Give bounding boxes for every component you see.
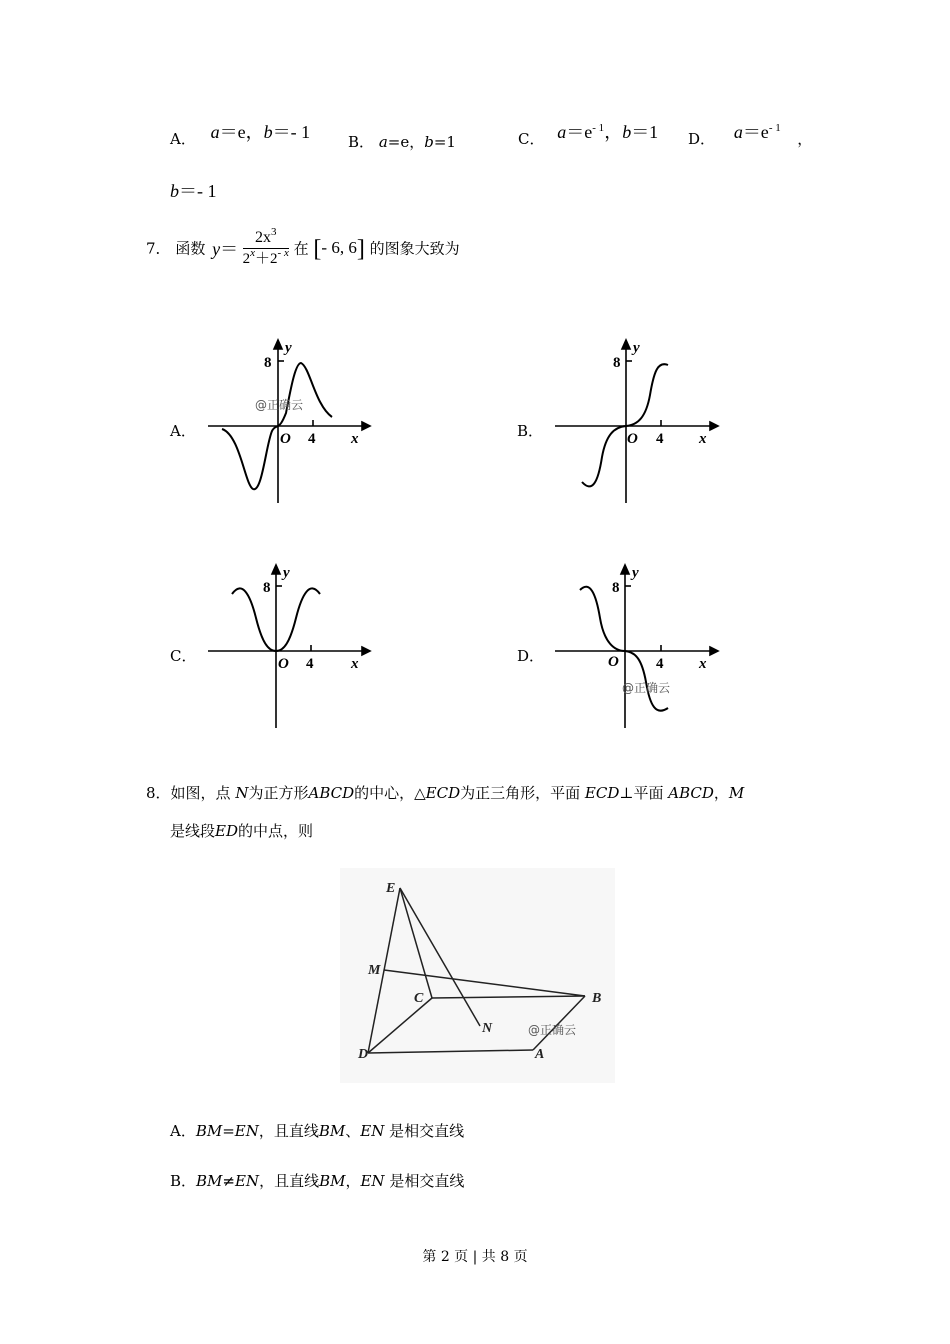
x-tick-label: 4 [656,656,664,672]
y-tick-label: 8 [263,580,271,596]
label-c: C [414,991,424,1006]
q7-interval: [- 6, 6] [313,236,365,262]
x-tick-label: 4 [306,656,314,672]
q6-option-d-label: D． [688,130,716,148]
y-axis-arrow [622,340,630,349]
q7-number: 7． [146,239,171,258]
q7-fraction [243,228,289,269]
watermark: @正确云 [528,1023,577,1037]
q7-lead: 函数 [175,239,206,258]
q7-graph-d [550,560,730,735]
q7-graph-d-label: D． [517,647,545,665]
y-tick-label: 8 [264,355,272,371]
q6-option-c-expr: $a=e^{- 1}$，b＝1 [557,122,659,142]
label-a: A [535,1047,545,1062]
axis-x-label: x [351,431,359,447]
label-n: N [482,1021,493,1036]
q7-tail: 的图象大致为 [369,239,460,258]
q8-option-a: A．BM=EN，且直线BM、EN 是相交直线 [170,1122,465,1140]
q7-stem [146,228,460,269]
q6-option-a-expr: a＝e，b＝- 1 [210,122,311,142]
x-tick-label: 4 [656,431,664,447]
q6-option-d [688,118,812,149]
q8-stem-line1: 8．如图，点 N为正方形ABCD的中心，△ECD为正三角形，平面 ECD⊥平面 ABCD，M [146,784,745,802]
q8-figure [340,868,615,1083]
y-tick-label: 8 [612,580,620,596]
q6-option-d-comma: ， [797,130,813,148]
q7-in: 在 [293,239,309,258]
origin-label: O [280,431,291,447]
x-axis-arrow [362,647,370,655]
q7-graph-a-label: A． [170,422,196,440]
y-axis-arrow [274,340,282,349]
origin-label: O [627,431,638,447]
label-e: E [386,881,396,896]
label-b: B [592,991,602,1006]
q8-option-b: B．BM≠EN，且直线BM，EN 是相交直线 [170,1172,465,1190]
axis-y-label: y [285,340,292,356]
q6-option-c-label: C． [518,130,545,148]
x-axis-arrow [710,647,718,655]
q6-option-c [518,118,658,149]
q6-option-b-expr: a=e，b=1 [378,133,456,151]
y-axis-arrow [621,565,629,574]
q7-graph-c [200,560,380,735]
q8-number: 8． [146,784,171,802]
q7-denominator: $2^x+2^{- x}$ [242,247,289,267]
q7-graph-a [200,335,380,510]
q6-option-d-expr: $a=e^{- 1}$ [733,122,781,142]
q7-numerator: $2x^3$ [243,228,289,249]
q7-graph-b [550,335,730,510]
q7-y: y＝ [212,238,239,259]
q7-graph-c-label: C． [170,647,197,665]
origin-label: O [278,656,289,672]
axis-y-label: y [633,340,640,356]
label-m: M [368,963,381,978]
y-tick-label: 8 [613,355,621,371]
q6-option-a-label: A． [170,130,196,148]
q6-option-b-label: B． [348,133,375,151]
label-d: D [358,1047,369,1062]
x-tick-label: 4 [308,431,316,447]
y-axis-arrow [272,565,280,574]
page-footer: 第 2 页 | 共 8 页 [422,1249,528,1265]
axis-x-label: x [699,431,707,447]
axis-x-label: x [351,656,359,672]
q6-option-b [348,131,456,152]
q6-option-d-continued: b＝- 1 [170,181,217,201]
q7-graph-b-label: B． [517,422,544,440]
watermark: @正确云 [622,681,671,695]
watermark: @正确云 [255,398,304,412]
x-axis-arrow [710,422,718,430]
x-axis-arrow [362,422,370,430]
axis-y-label: y [283,565,290,581]
q6-option-a [170,118,310,149]
axis-y-label: y [632,565,639,581]
axis-x-label: x [699,656,707,672]
origin-label: O [608,654,619,670]
q8-stem-line2: 是线段ED的中点，则 [170,822,314,840]
